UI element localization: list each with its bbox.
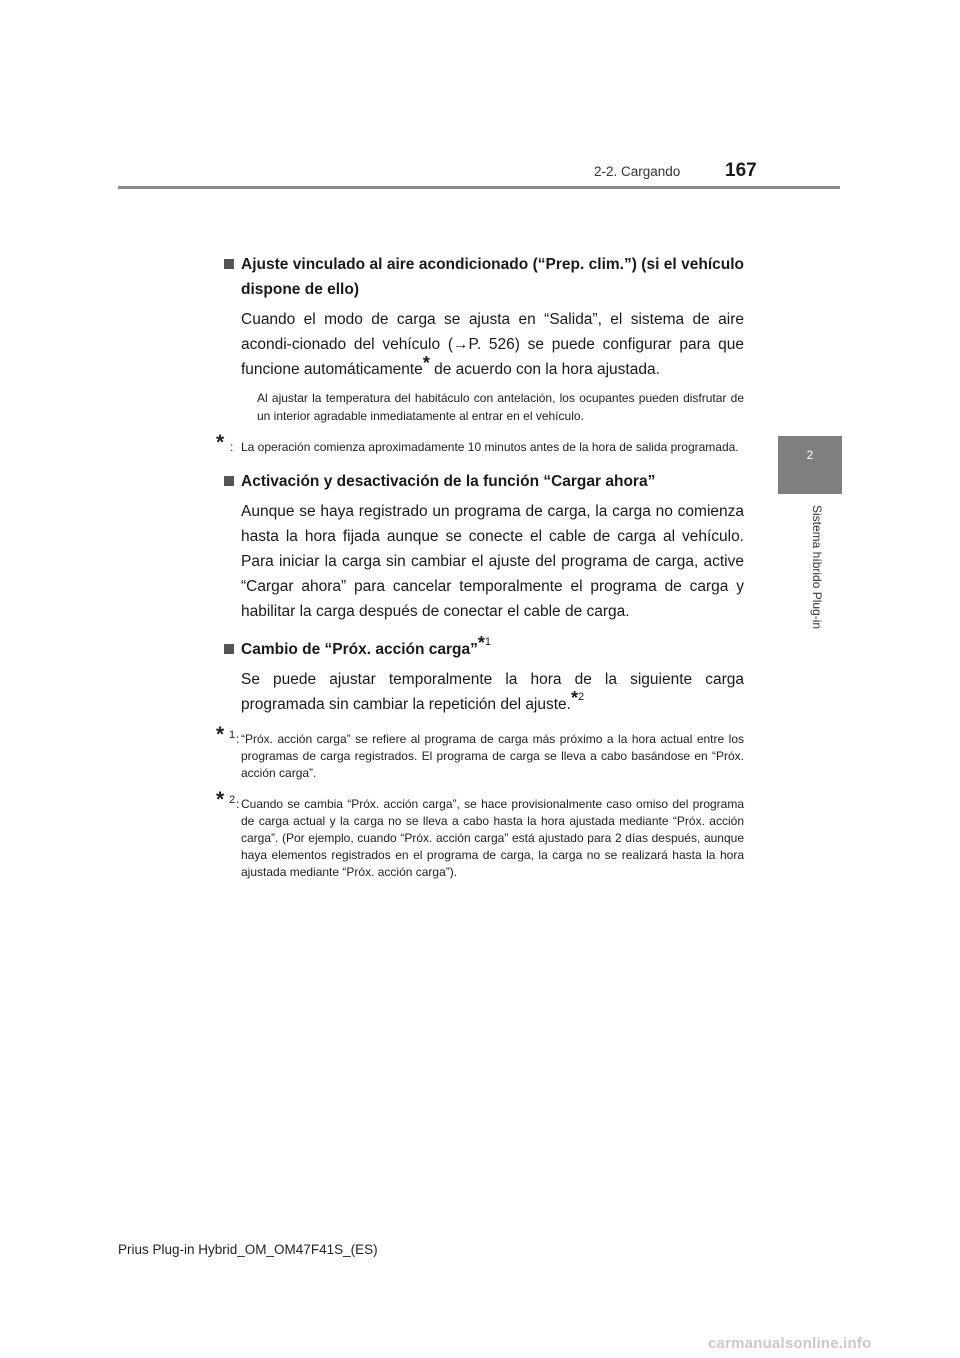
section-heading-next-action <box>208 633 744 662</box>
footnote-colon: : <box>230 440 234 454</box>
footnote-number: 2 <box>229 794 236 806</box>
body-ac-pre: Cuando el modo de carga se ajusta en “Salida”, el sistema de aire acondi-cionado del vehículo ( <box>241 311 744 353</box>
arrow-icon: → <box>452 336 469 353</box>
square-bullet-icon <box>224 259 234 269</box>
footnote-1-text: “Próx. acción carga” se refiere al programa de carga más próximo a la hora actual entre los programas de carga registrados. El programa de carga se lleva a cabo basándose en “Próx. acción carga”. <box>241 732 744 780</box>
page-content <box>208 252 744 881</box>
footnote-asterisk: * <box>477 633 485 653</box>
section-body-ac <box>208 307 744 382</box>
chapter-tab-number: 2 <box>806 448 814 462</box>
section-note-ac: Al ajustar la temperatura del habitáculo con antelación, los ocupantes pueden disfrutar de un interior agradable inmediatamente al entrar en el vehículo. <box>257 391 744 423</box>
footnote-colon: : <box>236 797 240 811</box>
header-rule <box>118 186 840 189</box>
footnote-asterisk: * <box>422 353 430 373</box>
section-heading-charge-now <box>208 469 744 494</box>
body-ac-ref: P. 526) se puede configurar para que funcione automáticamente <box>241 336 744 378</box>
section-heading-next-action-text: Cambio de “Próx. acción carga” <box>241 641 478 658</box>
square-bullet-icon <box>224 476 234 486</box>
body-next-action-text: Se puede ajustar temporalmente la hora de la siguiente carga programada sin cambiar la repetición del ajuste. <box>241 671 744 713</box>
section-body-charge-now: Aunque se haya registrado un programa de carga, la carga no comienza hasta la hora fijada aunque se conecte el cable de carga al vehículo. Para iniciar la carga sin cambiar el ajuste del programa de carga, active “Cargar ahora” para cancelar temporalmente el programa de carga y habilitar la carga después de conectar el cable de carga. <box>241 503 744 620</box>
square-bullet-icon <box>224 644 234 654</box>
chapter-tab <box>778 436 842 494</box>
section-heading-ac <box>208 252 744 302</box>
page-number: 167 <box>725 160 757 181</box>
footer-model-code: Prius Plug-in Hybrid_OM_OM47F41S_(ES) <box>118 1242 378 1257</box>
footnote-number: 1 <box>229 729 236 741</box>
body-ac-post: de acuerdo con la hora ajustada. <box>429 361 660 378</box>
footnote-2-text: Cuando se cambia “Próx. acción carga”, se hace provisionalmente caso omiso del programa de carga actual y la carga no se lleva a cabo hasta la hora ajustada mediante “Próx. acción carga”. (Por ejemplo, cuando “Próx. acción carga” está ajustado para 2 días después, aunque haya elementos registrados en el programa de carga, la carga no se realizará hasta la hora ajustada mediante “Próx. acción carga”). <box>241 797 744 879</box>
footnote-ac-text: La operación comienza aproximadamente 10 minutos antes de la hora de salida programada. <box>241 440 739 454</box>
footnote-asterisk: * <box>216 431 225 454</box>
footnote-ac <box>208 431 744 456</box>
footnote-asterisk: * <box>216 723 225 746</box>
chapter-tab-label: Sistema híbrido Plug-in <box>810 505 824 630</box>
footnote-number: 1 <box>484 636 492 648</box>
footnote-2 <box>208 788 744 881</box>
section-label: 2-2. Cargando <box>594 164 681 179</box>
footnote-number: 2 <box>578 691 585 703</box>
section-heading-ac-text: Ajuste vinculado al aire acondicionado (“Prep. clim.”) (si el vehículo dispone de ello) <box>241 256 744 298</box>
section-body-next-action <box>208 667 744 717</box>
section-heading-charge-now-text: Activación y desactivación de la función “Cargar ahora” <box>241 473 656 490</box>
footnote-asterisk: * <box>570 688 578 708</box>
footnote-asterisk: * <box>216 788 225 811</box>
footnote-colon: : <box>236 732 240 746</box>
footnote-1 <box>208 723 744 782</box>
watermark: carmanualsonline.info <box>708 1335 872 1352</box>
